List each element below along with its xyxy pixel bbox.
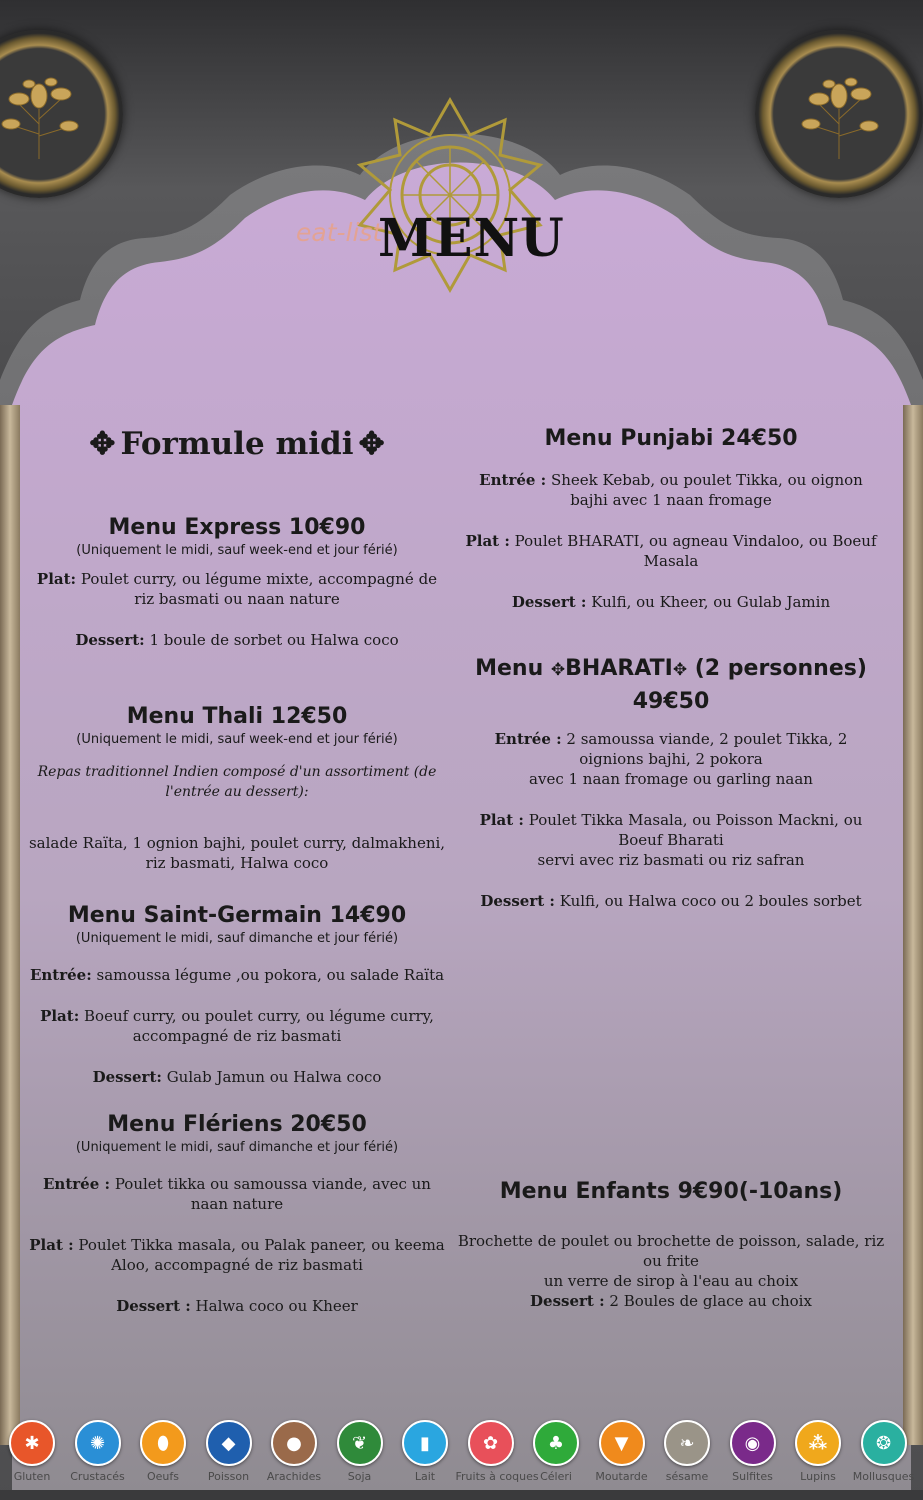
menu-saint-germain-sub: (Uniquement le midi, sauf dimanche et jour férié) xyxy=(75,931,399,946)
menu-saint-germain-dessert xyxy=(22,1067,452,1087)
plat-text: Poulet Tikka masala, ou Palak paneer, ou keema Aloo, accompagné de riz basmati xyxy=(78,1236,445,1274)
shell-icon: ❂ xyxy=(861,1420,907,1466)
entree-text: samoussa légume ,ou pokora, ou salade Raïta xyxy=(96,966,445,984)
watermark: eat-list xyxy=(296,218,383,247)
dessert-text: Kulfi, ou Kheer, ou Gulab Jamin xyxy=(591,593,831,611)
menu-fleriens-title: Menu Flériens 20€50 xyxy=(107,1112,367,1137)
allergen-gluten xyxy=(0,1418,67,1483)
menu-saint-germain xyxy=(22,901,452,1087)
crab-icon: ✺ xyxy=(75,1420,121,1466)
entree-text: Poulet tikka ou samoussa viande, avec un naan nature xyxy=(114,1175,431,1213)
dessert-label: Dessert : xyxy=(116,1297,191,1315)
sesame-icon: ❧ xyxy=(664,1420,710,1466)
menu-fleriens-dessert xyxy=(22,1296,452,1316)
allergen-label: Moutarde xyxy=(595,1470,648,1483)
allergen-label: Lupins xyxy=(800,1470,836,1483)
dessert-label: Dessert : xyxy=(480,892,555,910)
menu-bharati-entree-2: avec 1 naan fromage ou garling naan xyxy=(529,770,813,788)
allergen-label: Crustacés xyxy=(70,1470,125,1483)
menu-thali-title: Menu Thali 12€50 xyxy=(126,704,348,729)
dessert-text: Kulfi, ou Halwa coco ou 2 boules sorbet xyxy=(559,892,862,910)
page-title: MENU xyxy=(378,206,565,269)
menu-bharati-price: 49€50 xyxy=(632,689,710,714)
formule-midi-heading xyxy=(22,426,452,462)
menu-punjabi xyxy=(450,424,892,612)
allergen-label: Fruits à coques xyxy=(455,1470,539,1483)
menu-saint-germain-entree xyxy=(22,965,452,985)
allergen-crustacés xyxy=(63,1418,133,1483)
allergen-moutarde xyxy=(587,1418,657,1483)
menu-saint-germain-title: Menu Saint-Germain 14€90 xyxy=(67,903,407,928)
right-medallion xyxy=(755,30,923,198)
plat-text: Poulet curry, ou légume mixte, accompagné de riz basmati ou naan nature xyxy=(80,570,438,608)
plat-label: Plat : xyxy=(29,1236,74,1254)
plat-text: Boeuf curry, ou poulet curry, ou légume curry, accompagné de riz basmati xyxy=(84,1007,434,1045)
entree-text: 2 samoussa viande, 2 poulet Tikka, 2 oignions bajhi, 2 pokora xyxy=(566,730,848,768)
plat-label: Plat: xyxy=(36,570,77,588)
menu-enfants xyxy=(450,1177,892,1311)
menu-enfants-line2: un verre de sirop à l'eau au choix xyxy=(543,1272,799,1290)
golden-tree-icon xyxy=(0,64,89,164)
menu-bharati-title-c: (2 personnes) xyxy=(694,656,867,681)
plat-text: Poulet Tikka Masala, ou Poisson Mackni, ou Boeuf Bharati xyxy=(528,811,863,849)
dessert-label: Dessert : xyxy=(530,1292,605,1310)
plat-text: Poulet BHARATI, ou agneau Vindaloo, ou Boeuf Masala xyxy=(514,532,877,570)
menu-fleriens xyxy=(22,1110,452,1316)
menu-fleriens-sub: (Uniquement le midi, sauf dimanche et jour férié) xyxy=(75,1140,399,1155)
dessert-label: Dessert: xyxy=(75,631,145,649)
menu-fleriens-entree xyxy=(22,1174,452,1214)
peanut-icon: ● xyxy=(271,1420,317,1466)
menu-punjabi-plat xyxy=(450,531,892,571)
menu-bharati-title-b: BHARATI xyxy=(565,656,673,681)
lupin-icon: ⁂ xyxy=(795,1420,841,1466)
menu-express-sub: (Uniquement le midi, sauf week-end et jour férié) xyxy=(76,543,398,558)
plat-label: Plat : xyxy=(465,532,510,550)
entree-text: Sheek Kebab, ou poulet Tikka, ou oignon bajhi avec 1 naan fromage xyxy=(550,471,863,509)
allergen-soja xyxy=(325,1418,395,1483)
dessert-text: Halwa coco ou Kheer xyxy=(195,1297,358,1315)
allergen-fruits-à-coques xyxy=(455,1418,539,1483)
sulfite-icon: ◉ xyxy=(730,1420,776,1466)
entree-label: Entrée: xyxy=(29,966,92,984)
menu-thali-sub: (Uniquement le midi, sauf week-end et jour férié) xyxy=(76,732,398,747)
right-pillar xyxy=(903,405,923,1445)
dessert-text: 1 boule de sorbet ou Halwa coco xyxy=(149,631,399,649)
allergen-label: Mollusques xyxy=(852,1470,915,1483)
allergen-arachides xyxy=(259,1418,329,1483)
dessert-label: Dessert : xyxy=(511,593,587,611)
soy-icon: ❦ xyxy=(337,1420,383,1466)
menu-express-title: Menu Express 10€90 xyxy=(108,515,366,540)
menu-express-dessert xyxy=(22,630,452,650)
dancer-icon: ✥ xyxy=(358,426,385,462)
fish-icon: ◆ xyxy=(206,1420,252,1466)
menu-bharati-entree xyxy=(450,729,892,769)
menu-thali-content: salade Raïta, 1 ognion bajhi, poulet curry, dalmakheni, riz basmati, Halwa coco xyxy=(28,834,446,872)
menu-fleriens-plat xyxy=(22,1235,452,1275)
menu-bharati-plat xyxy=(450,810,892,850)
entree-label: Entrée : xyxy=(494,730,562,748)
wheat-icon: ✱ xyxy=(9,1420,55,1466)
plat-label: Plat: xyxy=(40,1007,80,1025)
golden-tree-icon xyxy=(789,64,889,164)
allergen-label: Oeufs xyxy=(146,1470,179,1483)
allergen-lupins xyxy=(783,1418,853,1483)
menu-punjabi-entree xyxy=(450,470,892,510)
entree-label: Entrée : xyxy=(43,1175,111,1193)
menu-express-plat xyxy=(22,569,452,609)
allergen-label: Soja xyxy=(347,1470,372,1483)
allergen-mollusques xyxy=(849,1418,919,1483)
dancer-icon: ✥ xyxy=(550,660,566,680)
allergen-label: Poisson xyxy=(207,1470,250,1483)
allergen-oeufs xyxy=(128,1418,198,1483)
menu-bharati-title-a: Menu xyxy=(475,656,544,681)
menu-bharati-plat-2: servi avec riz basmati ou riz safran xyxy=(537,851,805,869)
allergen-label: sésame xyxy=(665,1470,709,1483)
menu-thali xyxy=(22,702,452,873)
menu-punjabi-title: Menu Punjabi 24€50 xyxy=(544,426,798,451)
allergen-label: Sulfites xyxy=(732,1470,773,1483)
allergen-legend xyxy=(0,1418,923,1488)
menu-saint-germain-plat xyxy=(22,1006,452,1046)
formule-title: Formule midi xyxy=(120,426,354,462)
allergen-céleri xyxy=(521,1418,591,1483)
dessert-label: Dessert: xyxy=(92,1068,162,1086)
allergen-sulfites xyxy=(718,1418,788,1483)
allergen-sésame xyxy=(652,1418,722,1483)
allergen-label: Gluten xyxy=(13,1470,51,1483)
left-pillar xyxy=(0,405,20,1445)
menu-enfants-dessert xyxy=(450,1291,892,1311)
egg-icon: ⬮ xyxy=(140,1420,186,1466)
celery-icon: ♣ xyxy=(533,1420,579,1466)
menu-bharati-title xyxy=(450,654,892,685)
allergen-label: Arachides xyxy=(266,1470,322,1483)
menu-enfants-line1: Brochette de poulet ou brochette de poisson, salade, riz ou frite xyxy=(457,1232,885,1270)
menu-express xyxy=(22,513,452,650)
allergen-label: Céleri xyxy=(540,1470,572,1483)
milk-icon: ▮ xyxy=(402,1420,448,1466)
plat-label: Plat : xyxy=(479,811,524,829)
dancer-icon: ✥ xyxy=(672,660,688,680)
nut-icon: ✿ xyxy=(468,1420,514,1466)
dessert-text: Gulab Jamun ou Halwa coco xyxy=(166,1068,382,1086)
menu-enfants-title: Menu Enfants 9€90(-10ans) xyxy=(499,1179,843,1204)
dancer-icon: ✥ xyxy=(89,426,116,462)
mustard-icon: ▼ xyxy=(599,1420,645,1466)
menu-bharati-dessert xyxy=(450,891,892,911)
menu-bharati xyxy=(450,654,892,911)
menu-punjabi-dessert xyxy=(450,592,892,612)
allergen-poisson xyxy=(194,1418,264,1483)
bottom-bar xyxy=(0,1490,923,1500)
menu-thali-intro: Repas traditionnel Indien composé d'un assortiment (de l'entrée au dessert): xyxy=(37,764,437,800)
allergen-label: Lait xyxy=(414,1470,436,1483)
entree-label: Entrée : xyxy=(479,471,547,489)
allergen-lait xyxy=(390,1418,460,1483)
dessert-text: 2 Boules de glace au choix xyxy=(609,1292,812,1310)
